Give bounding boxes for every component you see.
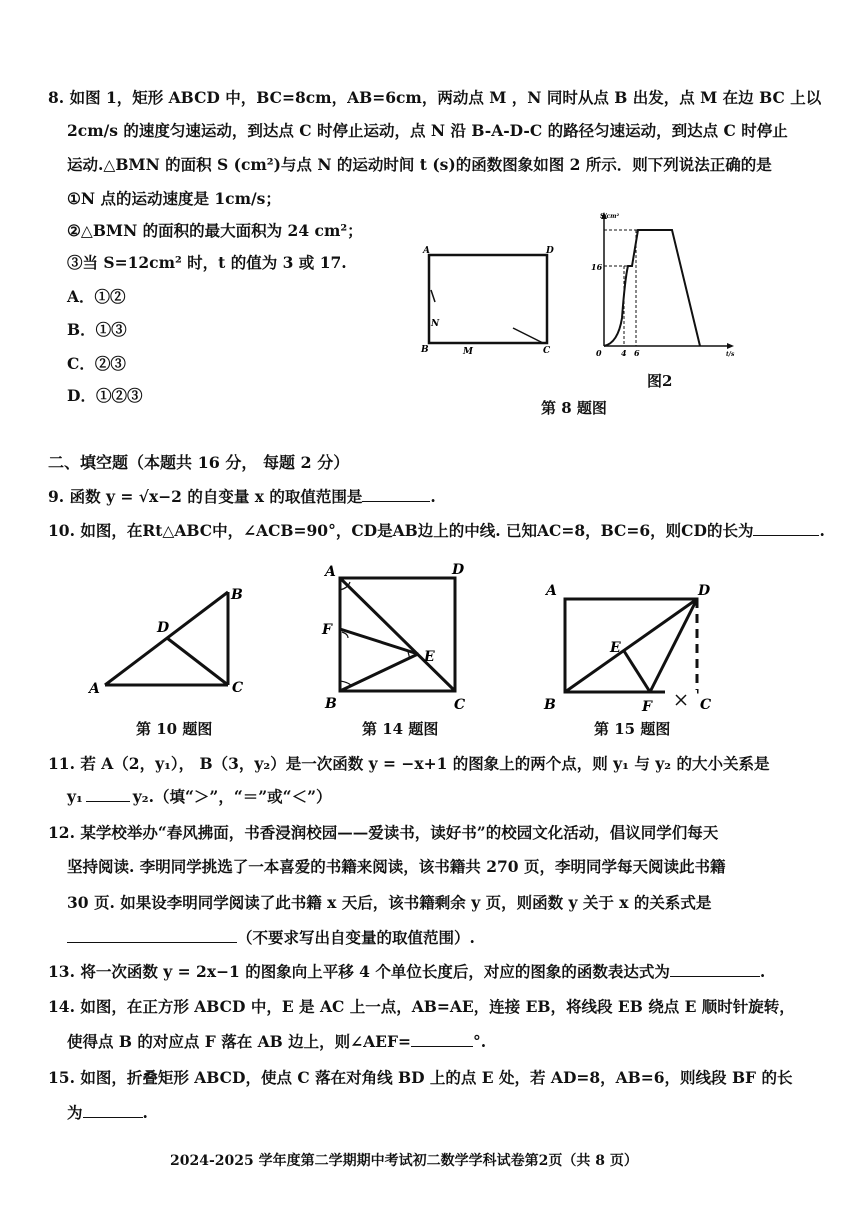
- fig14-label-c: C: [454, 697, 466, 713]
- fig15-label-e: E: [610, 640, 621, 656]
- fig10-label-b: B: [231, 587, 243, 603]
- q11-answer-blank[interactable]: [86, 787, 130, 802]
- q8-statement-2: ②△BMN 的面积的最大面积为 24 cm²；: [67, 221, 363, 240]
- q8-option-d: D．①②③: [67, 386, 143, 405]
- rectangle-abcd: [429, 255, 547, 343]
- q8-line-2: 2cm/s 的速度匀速运动，到达点 C 时停止运动，点 N 沿 B-A-D-C 的路径匀速运动，到达点 C 时停止: [67, 121, 788, 140]
- q9-answer-blank[interactable]: [362, 487, 430, 502]
- fig2-y-label: S/cm²: [600, 213, 620, 220]
- fig14-label-b: B: [325, 696, 337, 712]
- fig15: [540, 575, 720, 715]
- q11-line-1: 11. 若 A（2，y₁）， B（3，y₂）是一次函数 y = −x+1 的图象上的两个点，则 y₁ 与 y₂ 的大小关系是: [48, 754, 770, 773]
- q8-caption: 第 8 题图: [541, 399, 607, 417]
- fig10-label-d: D: [157, 620, 170, 636]
- fig15-label-f: F: [642, 699, 652, 715]
- q10-answer-blank[interactable]: [753, 521, 819, 536]
- q8-figure-1: [415, 240, 565, 360]
- q8-statement-1: ①N 点的运动速度是 1cm/s；: [67, 189, 281, 208]
- fig1-label-b: B: [421, 345, 429, 355]
- fig14-label-f: F: [322, 622, 332, 638]
- q15-line-2: 为 .: [67, 1103, 148, 1122]
- q12-line-2: 坚持阅读. 李明同学挑选了一本喜爱的书籍来阅读，该书籍共 270 页，李明同学每天阅读此书籍: [67, 857, 726, 876]
- q15-answer-blank[interactable]: [83, 1103, 143, 1118]
- fig2-x-label: t/s: [726, 351, 735, 358]
- q12-line-1: 12. 某学校举办“春风拂面，书香浸润校园——爱读书，读好书”的校园文化活动，倡议同学们每天: [48, 823, 719, 842]
- fig14-label-a: A: [325, 564, 336, 580]
- fig1-label-d: D: [546, 246, 554, 256]
- fig14-label-d: D: [452, 562, 465, 578]
- q11-line-2: y₁ y₂.（填“＞”，“＝”或“＜”）: [67, 787, 332, 806]
- arrow-mark: [431, 290, 435, 302]
- fig14-caption: 第 14 题图: [362, 720, 439, 738]
- fig15-bd: [565, 599, 697, 692]
- q9: 9. 函数 y = √x−2 的自变量 x 的取值范围是 .: [48, 487, 436, 506]
- section-2-heading: 二、填空题（本题共 16 分， 每题 2 分）: [48, 453, 350, 472]
- q8-line-1: 8. 如图 1，矩形 ABCD 中，BC=8cm，AB=6cm，两动点 M ，N 同时从点 B 出发，点 M 在边 BC 上以: [48, 88, 822, 107]
- q14-line-2: 使得点 B 的对应点 F 落在 AB 边上，则∠AEF= °.: [67, 1032, 487, 1051]
- fig10-label-c: C: [232, 680, 244, 696]
- fig2-x-tick-6: 6: [634, 348, 640, 358]
- q13-answer-blank[interactable]: [670, 962, 760, 977]
- q8-option-c: C．②③: [67, 354, 126, 373]
- fig1-label-m: M: [463, 347, 473, 357]
- q8-statement-3: ③当 S=12cm² 时，t 的值为 3 或 17.: [67, 253, 347, 272]
- fig2-caption: 图2: [647, 372, 673, 390]
- fig10-cd: [167, 638, 228, 685]
- fig2-y-tick: 16: [591, 262, 603, 272]
- fig1-label-n: N: [431, 319, 440, 329]
- fig15-df: [650, 599, 697, 692]
- x-axis-arrow: [727, 343, 734, 349]
- q10: 10. 如图，在Rt△ABC中，∠ACB=90°，CD是AB边上的中线. 已知AC=8，BC=6，则CD的长为 .: [48, 521, 825, 540]
- fig2-origin: 0: [596, 348, 602, 358]
- fig2-x-tick-4: 4: [621, 348, 627, 358]
- q8-line-3: 运动.△BMN 的面积 S (cm²)与点 N 的运动时间 t (s)的函数图象如图 2 所示．则下列说法正确的是: [67, 155, 772, 174]
- q8-option-b: B．①③: [67, 320, 127, 339]
- q13: 13. 将一次函数 y = 2x−1 的图象向上平移 4 个单位长度后，对应的图象的函数表达式为 .: [48, 962, 766, 981]
- fig15-label-c: C: [700, 697, 712, 713]
- fig10-caption: 第 10 题图: [136, 720, 213, 738]
- fig15-label-d: D: [698, 583, 711, 599]
- q14-line-1: 14. 如图，在正方形 ABCD 中，E 是 AC 上一点，AB=AE，连接 EB，将线段 EB 绕点 E 顺时针旋转，: [48, 997, 795, 1016]
- fig15-ef: [624, 651, 650, 692]
- q12-line-3: 30 页. 如果设李明同学阅读了此书籍 x 天后，该书籍剩余 y 页，则函数 y 关于 x 的关系式是: [67, 893, 712, 912]
- q15-line-1: 15. 如图，折叠矩形 ABCD，使点 C 落在对角线 BD 上的点 E 处，若 AD=8，AB=6，则线段 BF 的长: [48, 1068, 793, 1087]
- fig14-label-e: E: [424, 649, 435, 665]
- fig15-label-b: B: [544, 697, 556, 713]
- fig15-caption: 第 15 题图: [594, 720, 671, 738]
- fig10: [85, 580, 255, 710]
- fig14: [320, 560, 475, 715]
- page-footer: 2024-2025 学年度第二学期期中考试初二数学学科试卷第2页（共 8 页）: [170, 1153, 638, 1169]
- q8-figure-2: [588, 208, 738, 358]
- fig1-label-a: A: [423, 246, 430, 256]
- fig1-label-c: C: [543, 346, 551, 356]
- q12-answer-blank[interactable]: [67, 928, 237, 943]
- q8-option-a: A．①②: [67, 287, 126, 306]
- q12-line-4: （不要求写出自变量的取值范围）.: [67, 928, 475, 948]
- q14-answer-blank[interactable]: [411, 1032, 473, 1047]
- arrow-mark-c: [513, 328, 543, 343]
- fig14-angle-f: [342, 632, 348, 638]
- fig10-label-a: A: [89, 681, 100, 697]
- fig15-label-a: A: [546, 583, 557, 599]
- graph-curve: [604, 230, 700, 346]
